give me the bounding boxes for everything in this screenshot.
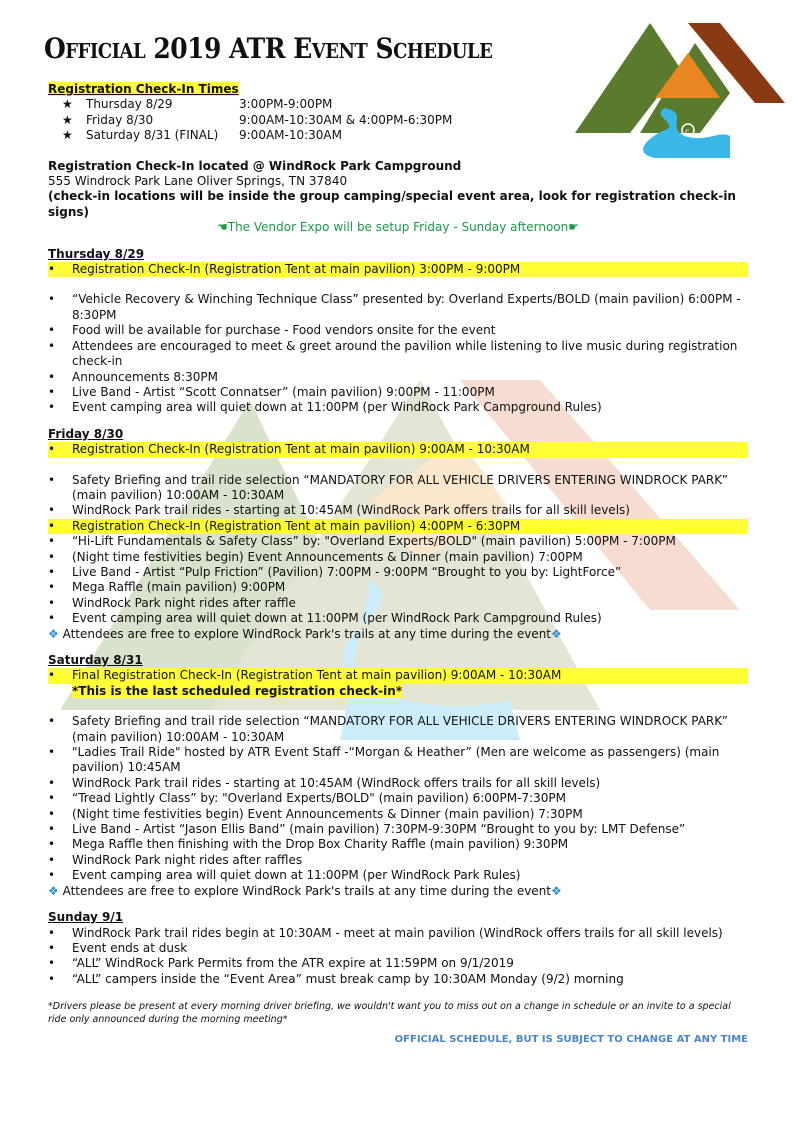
list-item: • Attendees are encouraged to meet & greet around the pavilion while listening to live music during registration check-in [48, 339, 748, 370]
list-item: • Registration Check-In (Registration Tent at main pavilion) 4:00PM - 6:30PM [48, 519, 748, 534]
list-item: • Live Band - Artist “Scott Connatser” (main pavilion) 9:00PM - 11:00PM [48, 385, 748, 400]
registration-times [48, 97, 748, 143]
saturday-list-continued [48, 714, 748, 883]
list-item: • Mega Raffle (main pavilion) 9:00PM [48, 580, 748, 595]
location-title: Registration Check-In located @ WindRock Park Campground [48, 158, 462, 173]
list-item: • Food will be available for purchase - Food vendors onsite for the event [48, 323, 748, 338]
star-icon: ★ [62, 97, 73, 112]
friday-explore-note: ❖ Attendees are free to explore WindRock Park's trails at any time during the event❖ [48, 626, 562, 641]
sunday-list [48, 926, 748, 988]
schedule-content [48, 82, 748, 1048]
list-item: • Safety Briefing and trail ride selection “MANDATORY FOR ALL VEHICLE DRIVERS ENTERING WINDROCK PARK” (main pavilion) 10:00AM - 10:30AM [48, 714, 748, 745]
list-item: • Live Band - Artist “Pulp Friction” (Pavilion) 7:00PM - 9:00PM “Brought to you by: LightForce” [48, 565, 748, 580]
time-row: ★ Thursday 8/29 3:00PM-9:00PM [62, 97, 333, 112]
thursday-list [48, 262, 748, 416]
last-checkin-note: *This is the last scheduled registration check-in* [72, 683, 403, 698]
footnote: *Drivers please be present at every morning driver briefing, we wouldn't want you to miss out on a change in schedule or an invite to a special ride only announced during the morning meeting* [48, 1001, 731, 1025]
list-item: • (Night time festivities begin) Event Announcements & Dinner (main pavilion) 7:00PM [48, 550, 748, 565]
list-item: • Safety Briefing and trail ride selection “MANDATORY FOR ALL VEHICLE DRIVERS ENTERING WINDROCK PARK” (main pavilion) 10:00AM - 10:30AM [48, 473, 748, 504]
list-item: • WindRock Park night rides after raffle [48, 596, 748, 611]
list-item: • Live Band - Artist “Jason Ellis Band” (main pavilion) 7:30PM-9:30PM “Brought to you by: LMT Defense” [48, 822, 748, 837]
time-row: ★ Saturday 8/31 (FINAL) 9:00AM-10:30AM [62, 128, 342, 143]
list-item: • “Tread Lightly Class” by: "Overland Experts/BOLD" (main pavilion) 6:00PM-7:30PM [48, 791, 748, 806]
list-item: • WindRock Park trail rides - starting at 10:45AM (WindRock Park offers trails for all skill levels) [48, 503, 748, 518]
list-item: • “Vehicle Recovery & Winching Technique Class” presented by: Overland Experts/BOLD (main pavilion) 6:00PM - 8:30PM [48, 292, 748, 323]
address: 555 Windrock Park Lane Oliver Springs, TN 37840 [48, 174, 348, 189]
list-item: • “ALL” WindRock Park Permits from the ATR expire at 11:59PM on 9/1/2019 [48, 956, 748, 971]
registration-heading: Registration Check-In Times [48, 82, 239, 96]
star-icon: ★ [62, 128, 73, 143]
list-item: • “ALL” campers inside the “Event Area” must break camp by 10:30AM Monday (9/2) morning [48, 972, 748, 987]
list-item: • Event ends at dusk [48, 941, 748, 956]
list-item: • Event camping area will quiet down at 11:00PM (per WindRock Park Rules) [48, 868, 748, 883]
hand-icon: ☛ [568, 220, 580, 235]
diamond-icon: ❖ [48, 626, 59, 641]
list-item: • (Night time festivities begin) Event Announcements & Dinner (main pavilion) 7:30PM [48, 807, 748, 822]
friday-heading: Friday 8/30 [48, 426, 124, 441]
list-item: • Registration Check-In (Registration Tent at main pavilion) 9:00AM - 10:30AM [48, 442, 748, 457]
diamond-icon: ❖ [551, 883, 562, 898]
saturday-explore-note: ❖ Attendees are free to explore WindRock Park's trails at any time during the event❖ [48, 883, 562, 898]
diamond-icon: ❖ [48, 883, 59, 898]
diamond-icon: ❖ [551, 626, 562, 641]
friday-list [48, 442, 748, 626]
time-row: ★ Friday 8/30 9:00AM-10:30AM & 4:00PM-6:30PM [62, 112, 453, 127]
saturday-heading: Saturday 8/31 [48, 653, 143, 667]
saturday-list [48, 668, 748, 683]
list-item: • Mega Raffle then finishing with the Drop Box Charity Raffle (main pavilion) 9:30PM [48, 837, 748, 852]
list-item: • Announcements 8:30PM [48, 370, 748, 385]
thursday-heading: Thursday 8/29 [48, 246, 145, 261]
location-note: (check-in locations will be inside the group camping/special event area, look for registration check-in signs) [48, 189, 736, 219]
list-item: • WindRock Park night rides after raffles [48, 853, 748, 868]
svg-text:c: c [685, 127, 690, 136]
list-item: • Registration Check-In (Registration Tent at main pavilion) 3:00PM - 9:00PM [48, 262, 748, 277]
page-title: Official 2019 ATR Event Schedule [44, 32, 493, 65]
list-item: • Event camping area will quiet down at 11:00PM (per WindRock Park Campground Rules) [48, 400, 748, 415]
hand-icon: ☚ [216, 220, 228, 235]
list-item: • “Hi-Lift Fundamentals & Safety Class” by: "Overland Experts/BOLD" (main pavilion) 5:00PM - 7:00PM [48, 534, 748, 549]
list-item: • Final Registration Check-In (Registration Tent at main pavilion) 9:00AM - 10:30AM [48, 668, 748, 683]
list-item: • Event camping area will quiet down at 11:00PM (per WindRock Park Campground Rules) [48, 611, 748, 626]
list-item: • WindRock Park trail rides - starting at 10:45AM (WindRock offers trails for all skill levels) [48, 776, 748, 791]
official-note: OFFICIAL SCHEDULE, BUT IS SUBJECT TO CHANGE AT ANY TIME [394, 1034, 748, 1046]
list-item: • WindRock Park trail rides begin at 10:30AM - meet at main pavilion (WindRock offers trails for all skill levels) [48, 926, 748, 941]
vendor-note: ☚The Vendor Expo will be setup Friday - Sunday afternoon☛ [216, 220, 580, 235]
star-icon: ★ [62, 112, 73, 127]
list-item: • "Ladies Trail Ride" hosted by ATR Event Staff -“Morgan & Heather” (Men are welcome as passengers) (main pavilion) 10:45AM [48, 745, 748, 776]
sunday-heading: Sunday 9/1 [48, 910, 124, 925]
